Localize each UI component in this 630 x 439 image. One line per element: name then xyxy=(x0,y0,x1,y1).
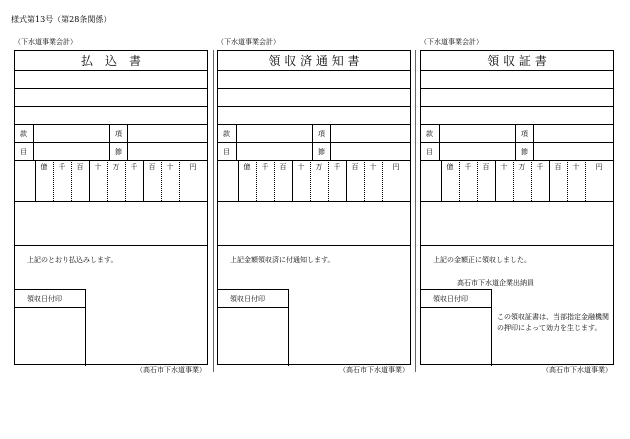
form-title: 領 収 証 書 xyxy=(487,54,547,68)
receipt-date-stamp-box xyxy=(15,289,86,366)
rule xyxy=(127,124,128,160)
rule xyxy=(421,106,613,107)
rule xyxy=(15,142,207,143)
kou-label: 項 xyxy=(115,130,122,138)
digit-man: 万 xyxy=(112,163,120,171)
digit-oku: 億 xyxy=(40,163,48,171)
validity-note: この領収証書は、当部指定金融機関の押印によって効力を生じます。 xyxy=(497,313,609,332)
digit-hyaku: 百 xyxy=(76,163,84,171)
rule xyxy=(421,142,613,143)
digit-juu: 十 xyxy=(369,163,377,171)
rule xyxy=(15,70,207,71)
rule xyxy=(330,124,331,160)
rule xyxy=(421,201,613,202)
issuer-name: 高石市下水道企業出納員 xyxy=(457,279,534,287)
form-frame xyxy=(14,50,208,365)
kan-label: 款 xyxy=(20,130,27,138)
rule xyxy=(33,124,34,160)
rule xyxy=(15,88,207,89)
rule xyxy=(218,124,410,125)
form-frame xyxy=(420,50,614,365)
digit-sen: 千 xyxy=(333,163,341,171)
rule xyxy=(421,70,613,71)
digit-sen: 千 xyxy=(536,163,544,171)
digit-juu: 十 xyxy=(572,163,580,171)
form-title: 領 収 済 通 知 書 xyxy=(268,54,360,68)
footer-issuer: （高石市下水道事業） xyxy=(136,366,206,374)
rule xyxy=(109,124,110,160)
moku-label: 目 xyxy=(426,148,433,156)
digit-hyaku: 百 xyxy=(279,163,287,171)
setsu-label: 節 xyxy=(521,148,528,156)
digit-en: 円 xyxy=(595,163,603,171)
setsu-label: 節 xyxy=(318,148,325,156)
digit-oku: 億 xyxy=(446,163,454,171)
rule xyxy=(218,142,410,143)
stamp-label: 領収日付印 xyxy=(433,295,468,303)
digit-hyaku: 百 xyxy=(554,163,562,171)
digit-hyaku: 百 xyxy=(482,163,490,171)
stamp-label: 領収日付印 xyxy=(27,295,62,303)
digit-juu: 十 xyxy=(500,163,508,171)
digit-man: 万 xyxy=(518,163,526,171)
footer-issuer: （高石市下水道事業） xyxy=(542,366,612,374)
statement-note: 上記の金額正に領収しました。 xyxy=(433,256,531,264)
rule xyxy=(15,106,207,107)
kan-label: 款 xyxy=(426,130,433,138)
moku-label: 目 xyxy=(223,148,230,156)
account-label: （下水道事業会計） xyxy=(420,38,483,46)
digit-oku: 億 xyxy=(243,163,251,171)
rule xyxy=(515,124,516,160)
digit-hyaku: 百 xyxy=(351,163,359,171)
digit-sen: 千 xyxy=(130,163,138,171)
digit-sen: 千 xyxy=(261,163,269,171)
moku-label: 目 xyxy=(20,148,27,156)
rule xyxy=(15,307,85,308)
receipt-date-stamp-box xyxy=(218,289,289,366)
rule xyxy=(312,124,313,160)
rule xyxy=(218,88,410,89)
digit-sen: 千 xyxy=(464,163,472,171)
rule xyxy=(421,88,613,89)
rule xyxy=(218,245,410,246)
kou-label: 項 xyxy=(318,130,325,138)
kan-label: 款 xyxy=(223,130,230,138)
kou-label: 項 xyxy=(521,130,528,138)
digit-en: 円 xyxy=(189,163,197,171)
digit-man: 万 xyxy=(315,163,323,171)
statement-note: 上記金額領収済に付通知します。 xyxy=(230,256,335,264)
statement-note: 上記のとおり払込みします。 xyxy=(27,256,118,264)
rule xyxy=(218,106,410,107)
rule xyxy=(15,124,207,125)
rule xyxy=(421,307,491,308)
rule xyxy=(533,124,534,160)
receipt-date-stamp-box xyxy=(421,289,492,366)
digit-sen: 千 xyxy=(58,163,66,171)
rule xyxy=(15,245,207,246)
form-frame xyxy=(217,50,411,365)
rule xyxy=(218,70,410,71)
rule xyxy=(236,124,237,160)
account-label: （下水道事業会計） xyxy=(14,38,77,46)
account-label: （下水道事業会計） xyxy=(217,38,280,46)
digit-hyaku: 百 xyxy=(148,163,156,171)
stamp-label: 領収日付印 xyxy=(230,295,265,303)
form-number: 様式第13号（第28条関係） xyxy=(11,15,112,24)
rule xyxy=(218,307,288,308)
rule xyxy=(439,124,440,160)
digit-en: 円 xyxy=(392,163,400,171)
setsu-label: 節 xyxy=(115,148,122,156)
rule xyxy=(218,201,410,202)
rule xyxy=(421,245,613,246)
footer-issuer: （高石市下水道事業） xyxy=(339,366,409,374)
digit-juu: 十 xyxy=(297,163,305,171)
cut-line xyxy=(415,50,416,372)
rule xyxy=(421,124,613,125)
form-title: 払 込 書 xyxy=(80,54,141,68)
digit-juu: 十 xyxy=(166,163,174,171)
rule xyxy=(15,201,207,202)
digit-juu: 十 xyxy=(94,163,102,171)
cut-line xyxy=(213,50,214,372)
